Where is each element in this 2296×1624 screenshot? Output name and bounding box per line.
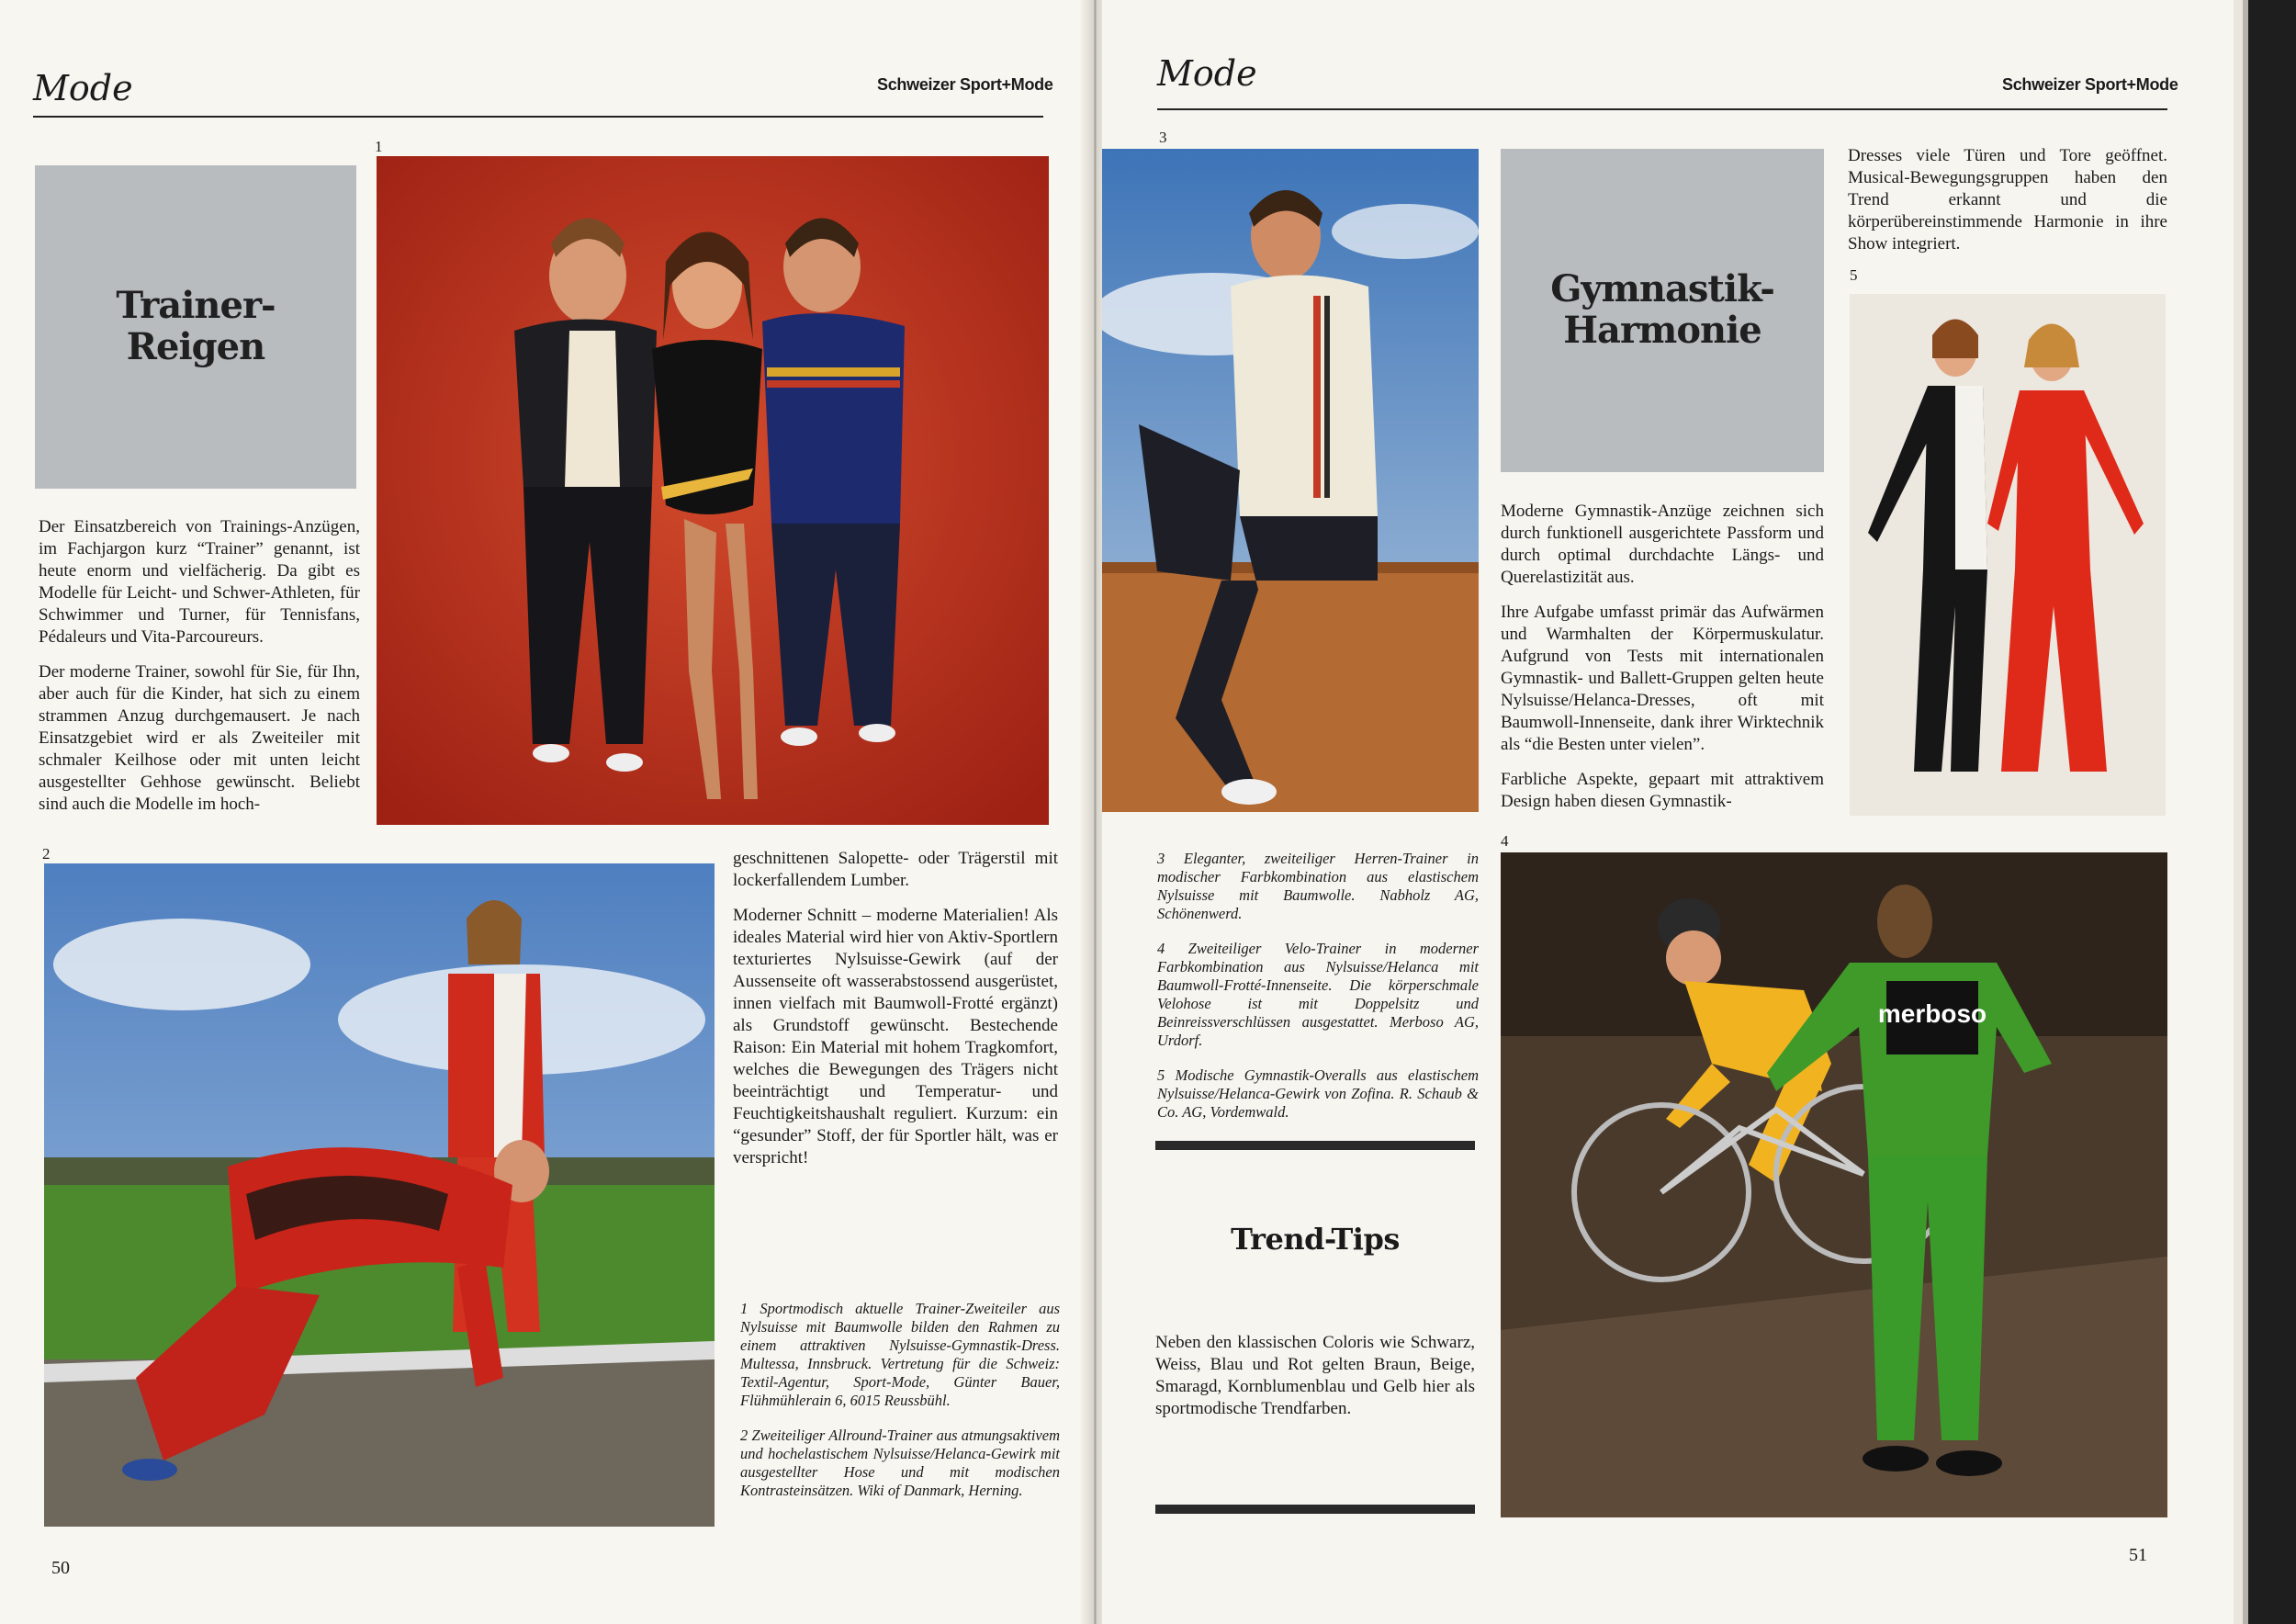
left-captions: [740, 1300, 1060, 1517]
box2-title-line2: Harmonie: [1563, 309, 1761, 352]
box-title-line1: Trainer-: [116, 284, 276, 328]
page-number-left: 50: [51, 1558, 70, 1578]
trend-tips-text: [1155, 1332, 1475, 1433]
right-header-title: Mode: [1157, 53, 1257, 94]
right-paragraph-1: Moderne Gymnastik-Anzüge zeichnen sich durch funktionell ausgerichtete Passform und durch optimal durchdachte Längs- und Querelastizität aus.: [1501, 502, 1824, 587]
figure-number-2: 2: [42, 845, 51, 863]
right-body-column-3: [1848, 145, 2167, 268]
right-col3-paragraph: Dresses viele Türen und Tore geöffnet. Musical-Bewegungsgruppen haben den Trend erkannt und die körperübereinstimmende Harmonie in ihre Show integriert.: [1848, 146, 2167, 254]
left-col2-paragraph-1: geschnittenen Salopette- oder Trägerstil mit lockerfallendem Lumber.: [733, 849, 1058, 890]
photo-velo-trainer: [1501, 852, 2167, 1517]
photo-allround-trainer: [44, 863, 715, 1527]
figure-number-3: 3: [1159, 129, 1167, 146]
left-body-column-2: [733, 848, 1058, 1182]
figure-number-4: 4: [1501, 832, 1509, 850]
left-header-title: Mode: [33, 68, 133, 108]
box2-title-line1: Gymnastik-: [1550, 267, 1774, 311]
trend-tips-title: Trend-Tips: [1231, 1222, 1400, 1257]
gymnastik-harmonie-title: [1550, 269, 1774, 352]
caption-3: 3 Eleganter, zweiteiliger Herren-Trainer in modischer Farbkombination aus elastischem Nylsuisse mit Baumwolle. Nabholz AG, Schönenwerd.: [1157, 850, 1479, 922]
trend-bottom-bar: [1155, 1505, 1475, 1514]
right-paragraph-2: Ihre Aufgabe umfasst primär das Aufwärmen und Warmhalten der Körpermuskulatur. Aufgrund von Tests mit internationalen Gymnastik- und Ballett-Gruppen gelten heute Nylsuisse/Helanca-Dresses, oft mit Baumwoll-Innenseite, dank ihrer Wirktechnik als “die Besten unter vielen”.: [1501, 603, 1824, 754]
left-header-brand: Schweizer Sport+Mode: [877, 75, 1053, 94]
right-header-brand: Schweizer Sport+Mode: [2002, 75, 2178, 94]
figure-number-1: 1: [375, 138, 383, 155]
jersey-logo-text: merboso: [1877, 999, 1987, 1028]
page-edge: [2234, 0, 2243, 1624]
photo-herren-trainer: [1102, 149, 1479, 812]
photo-gymnastik-overalls: [1850, 294, 2166, 816]
trend-top-bar: [1155, 1141, 1475, 1150]
left-paragraph-2: Der moderne Trainer, sowohl für Sie, für Ihn, aber auch für die Kinder, hat sich zu einem strammen Anzug durchgemausert. Je nach Einsatzgebiet wird er als Zweiteiler mit schmaler Keilhose oder mit unten leicht ausgestellter Gehhose gewünscht. Beliebt sind auch die Modelle im hoch-: [39, 662, 360, 814]
right-page: [1102, 0, 2234, 1624]
left-body-column-1: [39, 516, 360, 829]
background-edge: [2248, 0, 2296, 1624]
trainer-reigen-box: [35, 165, 356, 489]
caption-4: 4 Zweiteiliger Velo-Trainer in moderner Farbkombination aus Nylsuisse/Helanca mit Baumwoll-Frotté-Innenseite. Die körperschmale Velohose ist mit Doppelsitz und Beinreissverschlüssen ausgestattet. Merboso AG, Urdorf.: [1157, 940, 1479, 1049]
figure-number-5: 5: [1850, 266, 1858, 284]
trend-tips-paragraph: Neben den klassischen Coloris wie Schwarz, Weiss, Blau und Rot gelten Braun, Beige, Smaragd, Kornblumenblau und Gelb hier als sportmodische Trendfarben.: [1155, 1333, 1475, 1418]
left-col2-paragraph-2: Moderner Schnitt – moderne Materialien! Als ideales Material wird hier von Aktiv-Sportlern texturiertes Nylsuisse-Gewirk (auf der Aussenseite oft wasserabstossend ausgerüstet, innen vielfach mit Baumwoll-Frotté ergänzt) als Grundstoff gewünscht. Bestechende Raison: Ein Material mit hohem Tragkomfort, welches die Bewegungen des Trägers nicht beeinträchtigt und Temperatur- und Feuchtigkeitshaushalt reguliert. Kurzum: ein “gesunder” Stoff, der für Sportler hält, was er verspricht!: [733, 906, 1058, 1167]
page-number-right: 51: [2129, 1545, 2147, 1565]
caption-2: 2 Zweiteiliger Allround-Trainer aus atmungsaktivem und hochelastischem Nylsuisse/Helanca-Gewirk mit ausgestellter Hose und mit modischen Kontrasteinsätzen. Wiki of Danmark, Herning.: [740, 1427, 1060, 1499]
gymnastik-harmonie-box: [1501, 149, 1824, 472]
left-header-rule: [33, 116, 1043, 118]
photo-trainer-group: [377, 156, 1049, 825]
right-body-column-2: [1501, 501, 1824, 826]
caption-1: 1 Sportmodisch aktuelle Trainer-Zweiteiler aus Nylsuisse mit Baumwolle bilden den Rahmen zu einem attraktiven Nylsuisse-Gymnastik-Dress. Multessa, Innsbruck. Vertretung für die Schweiz: Textil-Agentur, Sport-Mode, Günter Bauer, Flühmühlerain 6, 6015 Reussbühl.: [740, 1300, 1060, 1409]
left-paragraph-1: Der Einsatzbereich von Trainings-Anzügen, im Fachjargon kurz “Trainer” genannt, ist heute enorm und vielfächerig. Da gibt es Modelle für Leicht- und Schwer-Athleten, für Schwimmer und Turner, für Tennisfans, Pédaleurs und Vita-Parcoureurs.: [39, 517, 360, 647]
left-page: [0, 0, 1093, 1624]
caption-5: 5 Modische Gymnastik-Overalls aus elastischem Nylsuisse/Helanca-Gewirk von Zofina. R. Schaub & Co. AG, Vordemwald.: [1157, 1066, 1479, 1121]
right-captions: [1157, 850, 1479, 1138]
trainer-reigen-title: [116, 286, 275, 368]
box-title-line2: Reigen: [126, 325, 265, 368]
right-paragraph-3: Farbliche Aspekte, gepaart mit attraktivem Design haben diesen Gymnastik-: [1501, 770, 1824, 811]
right-header-rule: [1157, 108, 2167, 110]
